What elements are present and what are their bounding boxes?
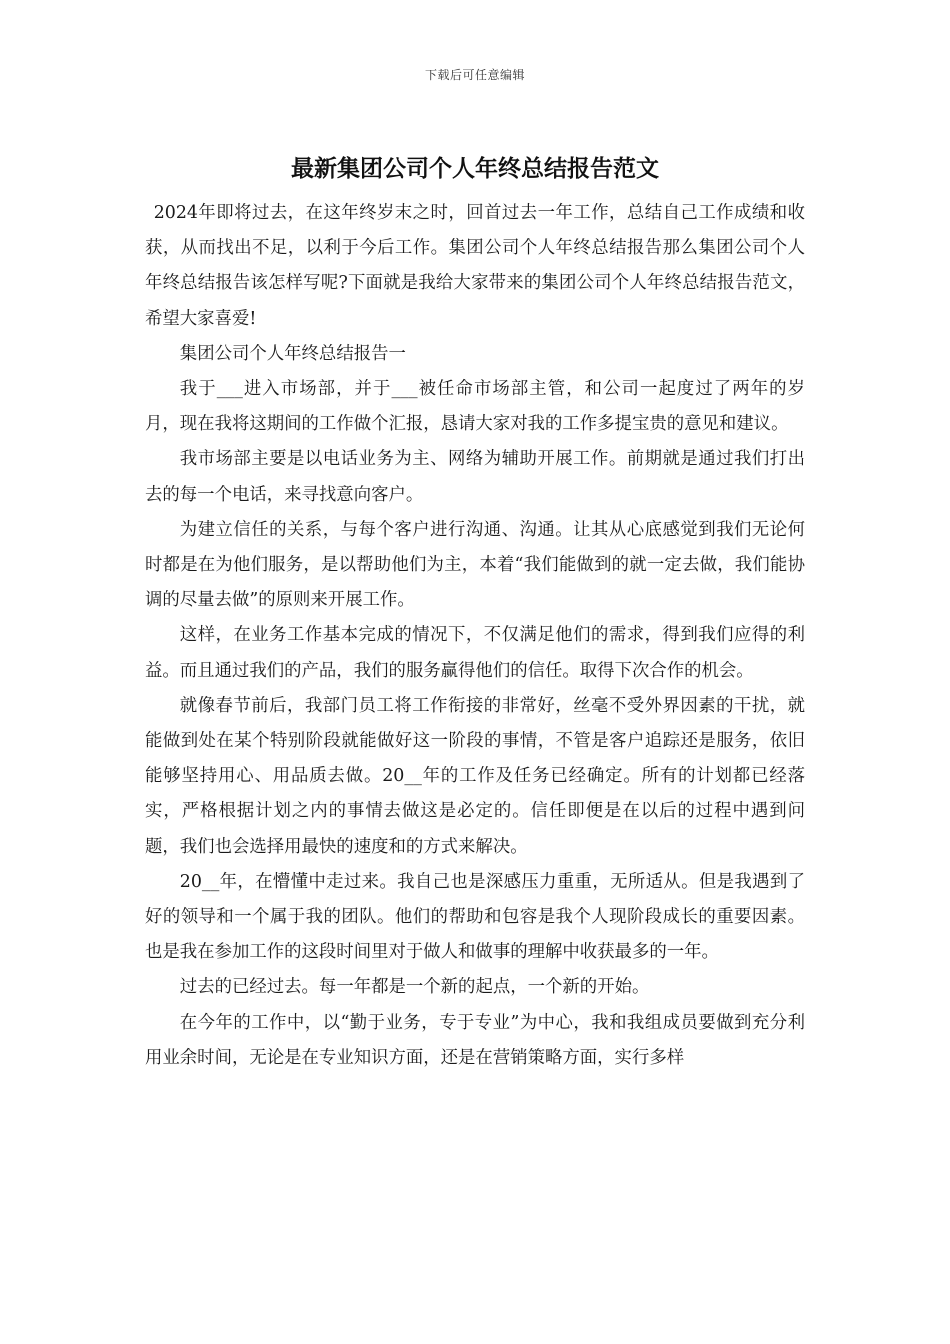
document-title: 最新集团公司个人年终总结报告范文 — [291, 156, 659, 182]
document-body — [145, 196, 805, 1076]
paragraph-intro: 2024年即将过去，在这年终岁末之时，回首过去一年工作，总结自己工作成绩和收获，从而找出不足，以利于今后工作。集团公司个人年终总结报告那么集团公司个人年终总结报告该怎样写呢?下面就是我给大家带来的集团公司个人年终总结报告范文，希望大家喜爱! — [145, 203, 805, 329]
paragraph: 这样，在业务工作基本完成的情况下，不仅满足他们的需求，得到我们应得的利益。而且通过我们的产品，我们的服务赢得他们的信任。取得下次合作的机会。 — [145, 625, 805, 681]
paragraph: 为建立信任的关系，与每个客户进行沟通、沟通。让其从心底感觉到我们无论何时都是在为他们服务，是以帮助他们为主，本着“我们能做到的就一定去做，我们能协调的尽量去做”的原则来开展工作。 — [145, 519, 805, 611]
section-heading: 集团公司个人年终总结报告一 — [179, 343, 406, 364]
paragraph: 20__年，在懵懂中走过来。我自己也是深感压力重重，无所适从。但是我遇到了好的领导和一个属于我的团队。他们的帮助和包容是我个人现阶段成长的重要因素。也是我在参加工作的这段时间里对于做人和做事的理解中收获最多的一年。 — [145, 871, 805, 963]
paragraph: 就像春节前后，我部门员工将工作衔接的非常好，丝毫不受外界因素的干扰，就能做到处在某个特别阶段就能做好这一阶段的事情，不管是客户追踪还是服务，依旧能够坚持用心、用品质去做。20__年的工作及任务已经确定。所有的计划都已经落实，严格根据计划之内的事情去做这是必定的。信任即便是在以后的过程中遇到问题，我们也会选择用最快的速度和的方式来解决。 — [145, 695, 805, 857]
header-note: 下载后可任意编辑 — [424, 68, 525, 82]
paragraph: 我市场部主要是以电话业务为主、网络为辅助开展工作。前期就是通过我们打出去的每一个电话，来寻找意向客户。 — [145, 449, 805, 505]
paragraph: 过去的已经过去。每一年都是一个新的起点，一个新的开始。 — [179, 977, 650, 998]
paragraph: 我于___进入市场部，并于___被任命市场部主管，和公司一起度过了两年的岁月，现在我将这期间的工作做个汇报，恳请大家对我的工作多提宝贵的意见和建议。 — [145, 379, 805, 435]
paragraph: 在今年的工作中，以“勤于业务，专于专业”为中心，我和我组成员要做到充分利用业余时间，无论是在专业知识方面，还是在营销策略方面，实行多样 — [145, 1012, 805, 1068]
